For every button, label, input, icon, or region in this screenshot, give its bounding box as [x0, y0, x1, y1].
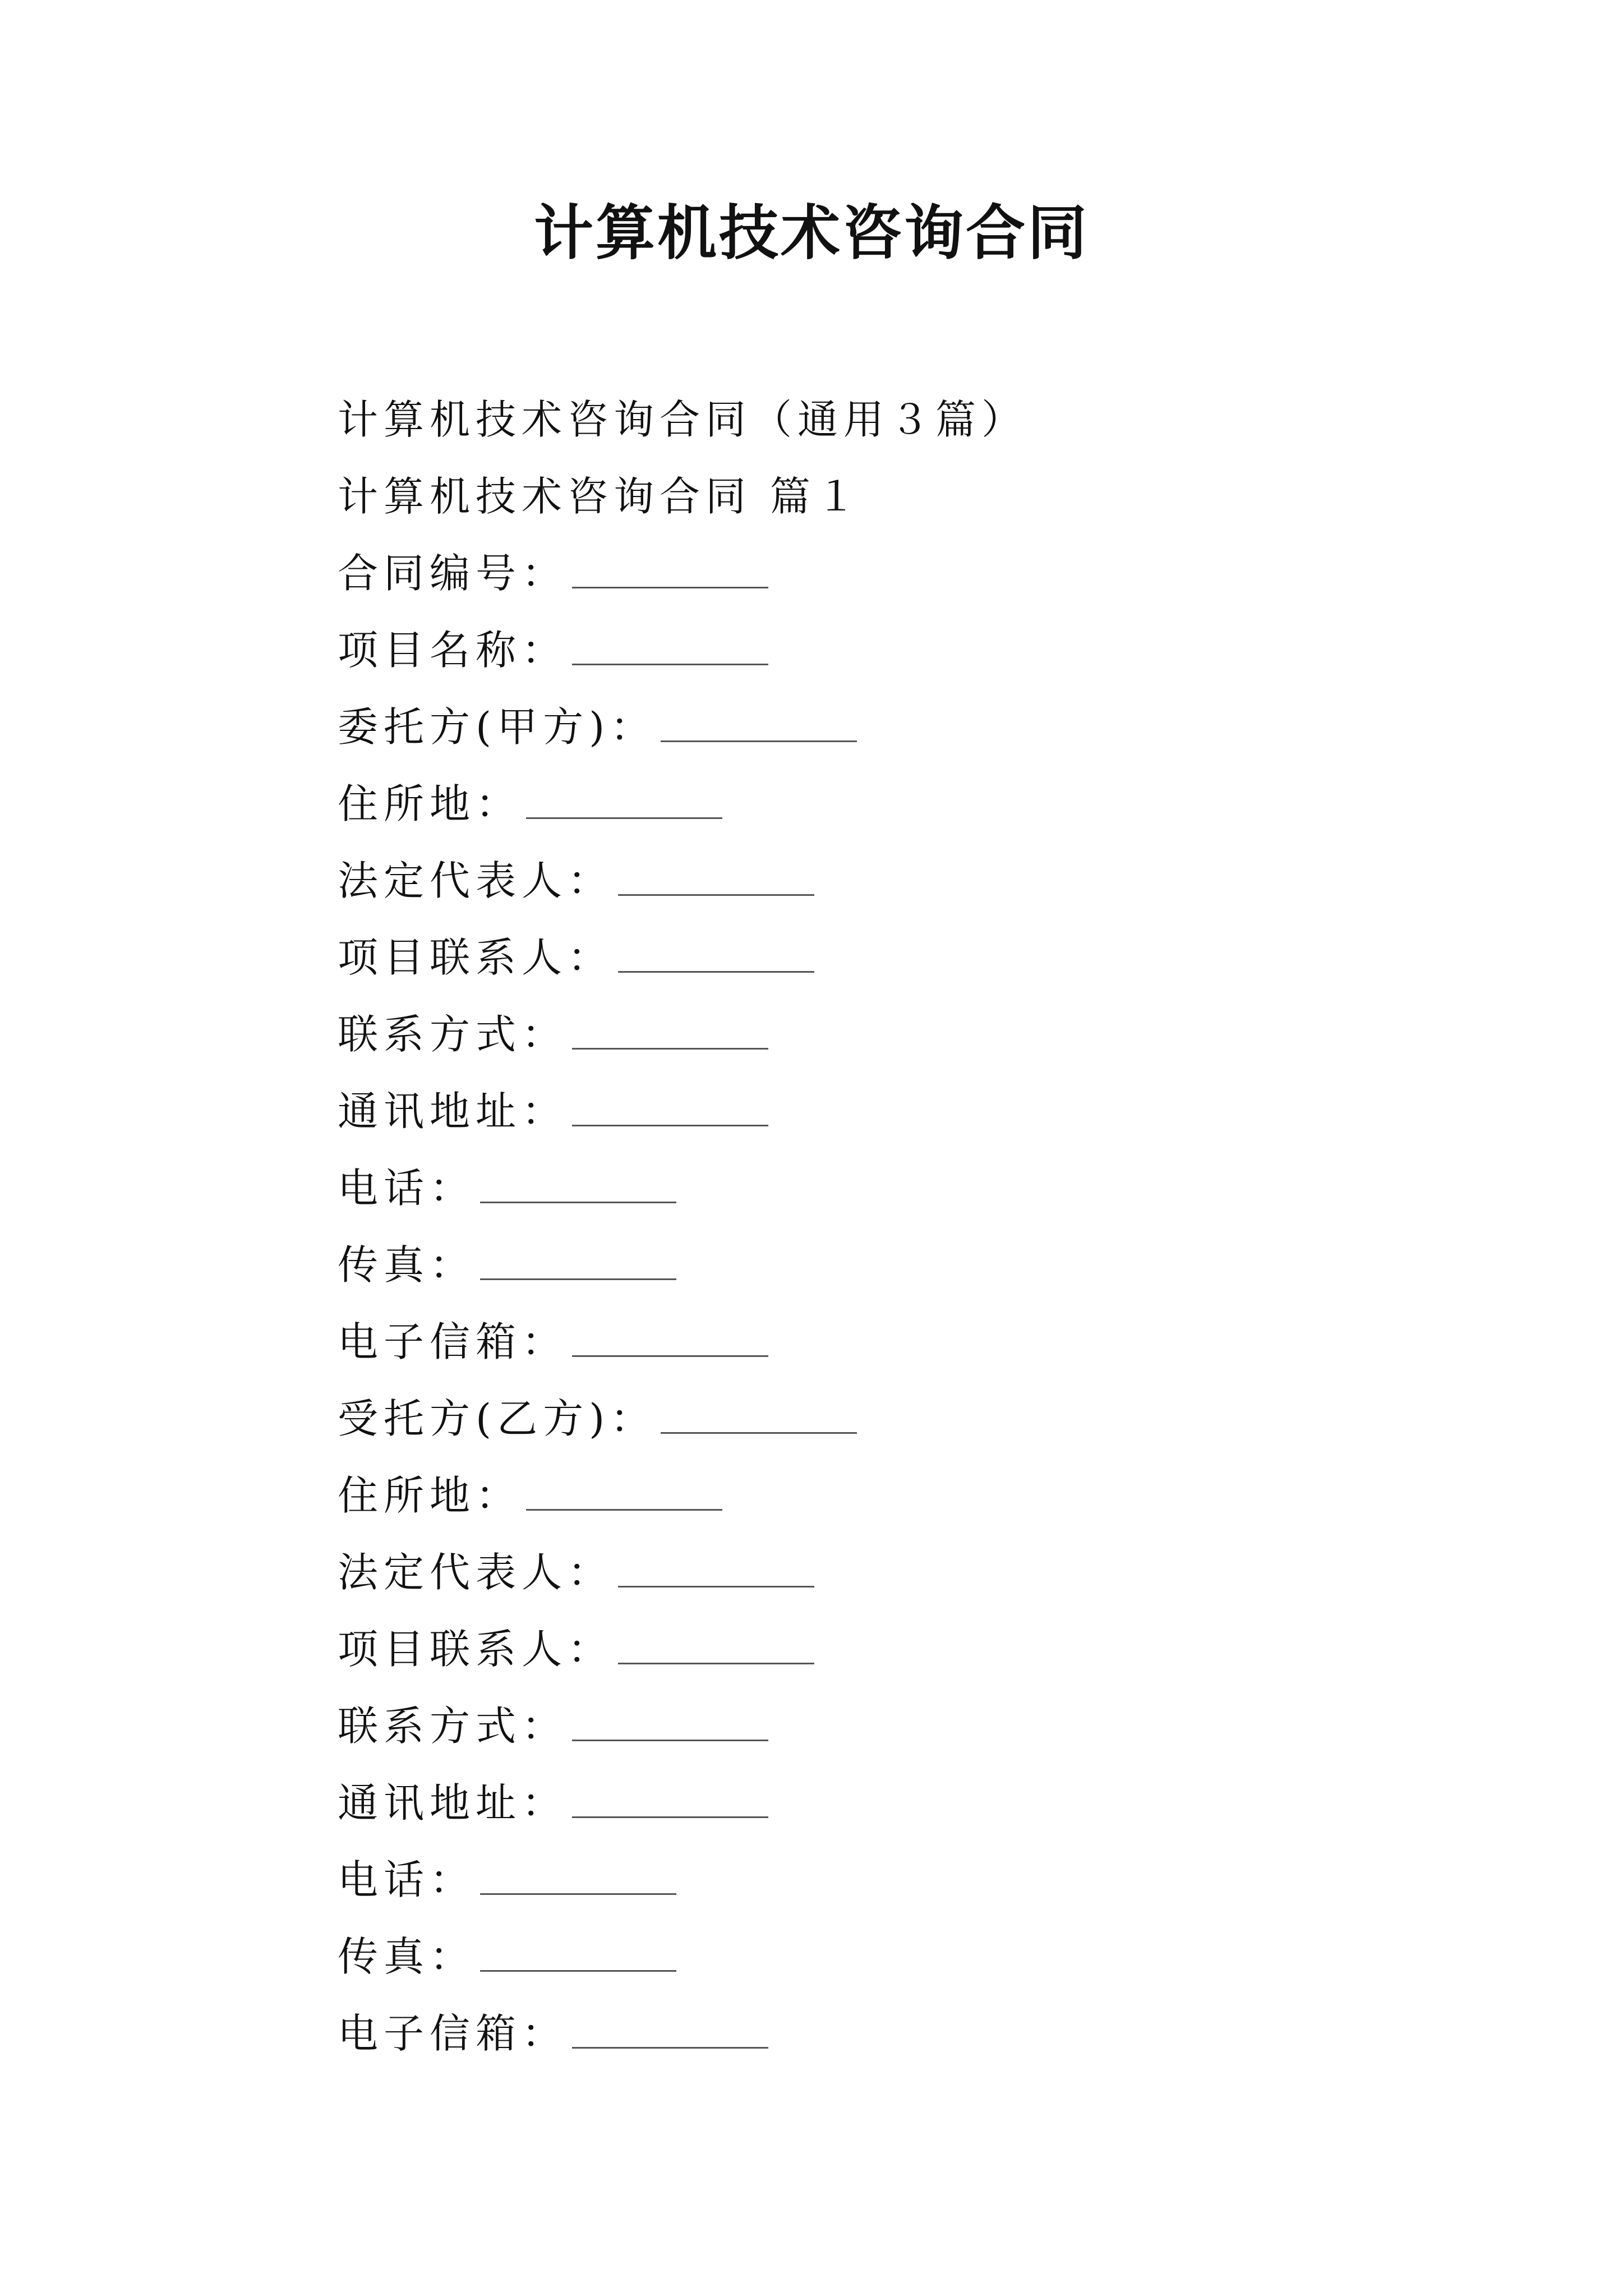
fill-in-blank — [618, 1552, 814, 1588]
field-label: 电子信箱： — [338, 2010, 568, 2057]
field-label: 电话： — [338, 1165, 476, 1212]
document-subtitle: 计算机技术咨询合同（通用３篇） — [338, 396, 1028, 443]
fill-in-blank — [572, 1706, 768, 1741]
fill-in-blank — [480, 1168, 676, 1203]
field-label: 项目名称： — [338, 627, 568, 674]
fill-in-blank — [572, 1014, 768, 1050]
field-label: 项目联系人： — [338, 1626, 614, 1673]
field-label: 项目联系人： — [338, 934, 614, 981]
field-label: 联系方式： — [338, 1703, 568, 1750]
field-client-phone — [338, 1150, 1459, 1227]
field-client-domicile — [338, 766, 1459, 843]
fill-in-blank — [526, 784, 722, 819]
field-label: 传真： — [338, 1241, 476, 1289]
field-contractor-project-contact — [338, 1611, 1459, 1688]
fill-in-blank — [661, 1398, 857, 1434]
fill-in-blank — [661, 707, 857, 742]
field-label: 受托方(乙方)： — [338, 1395, 657, 1442]
field-contractor-mailing-address — [338, 1765, 1459, 1842]
field-contractor-legal-rep — [338, 1534, 1459, 1611]
field-contract-number — [338, 535, 1459, 612]
field-client-contact-method — [338, 996, 1459, 1073]
field-client-legal-rep — [338, 843, 1459, 919]
fill-in-blank — [572, 1322, 768, 1357]
field-client-email — [338, 1304, 1459, 1381]
field-client-mailing-address — [338, 1073, 1459, 1150]
field-contractor-contact-method — [338, 1688, 1459, 1765]
fill-in-blank — [526, 1475, 722, 1511]
fill-in-blank — [572, 630, 768, 665]
field-label: 电子信箱： — [338, 1318, 568, 1365]
field-label: 联系方式： — [338, 1011, 568, 1058]
fill-in-blank — [480, 1936, 676, 1972]
fill-in-blank — [572, 2013, 768, 2049]
field-client-fax — [338, 1227, 1459, 1304]
field-label: 法定代表人： — [338, 1549, 614, 1596]
field-label: 电话： — [338, 1856, 476, 1903]
field-label: 委托方(甲方)： — [338, 703, 657, 751]
field-contractor-fax — [338, 1918, 1459, 1995]
field-label: 合同编号： — [338, 550, 568, 597]
document-body — [338, 381, 1459, 2072]
field-client-party — [338, 689, 1459, 766]
field-client-project-contact — [338, 919, 1459, 996]
field-label: 通讯地址： — [338, 1088, 568, 1135]
field-label: 住所地： — [338, 780, 522, 827]
fill-in-blank — [618, 1629, 814, 1664]
field-label: 住所地： — [338, 1472, 522, 1519]
field-contractor-party — [338, 1381, 1459, 1457]
field-contractor-email — [338, 1995, 1459, 2072]
field-label: 传真： — [338, 1933, 476, 1980]
fill-in-blank — [618, 937, 814, 973]
document-title: 计算机技术咨询合同 — [534, 197, 1089, 268]
field-label: 法定代表人： — [338, 857, 614, 904]
section-heading: 计算机技术咨询合同 篇１ — [338, 473, 862, 520]
fill-in-blank — [572, 1783, 768, 1818]
fill-in-blank — [618, 861, 814, 896]
fill-in-blank — [572, 553, 768, 588]
fill-in-blank — [572, 1091, 768, 1126]
fill-in-blank — [480, 1860, 676, 1895]
fill-in-blank — [480, 1245, 676, 1280]
field-contractor-domicile — [338, 1457, 1459, 1534]
field-contractor-phone — [338, 1842, 1459, 1918]
field-label: 通讯地址： — [338, 1779, 568, 1826]
field-project-name — [338, 612, 1459, 689]
